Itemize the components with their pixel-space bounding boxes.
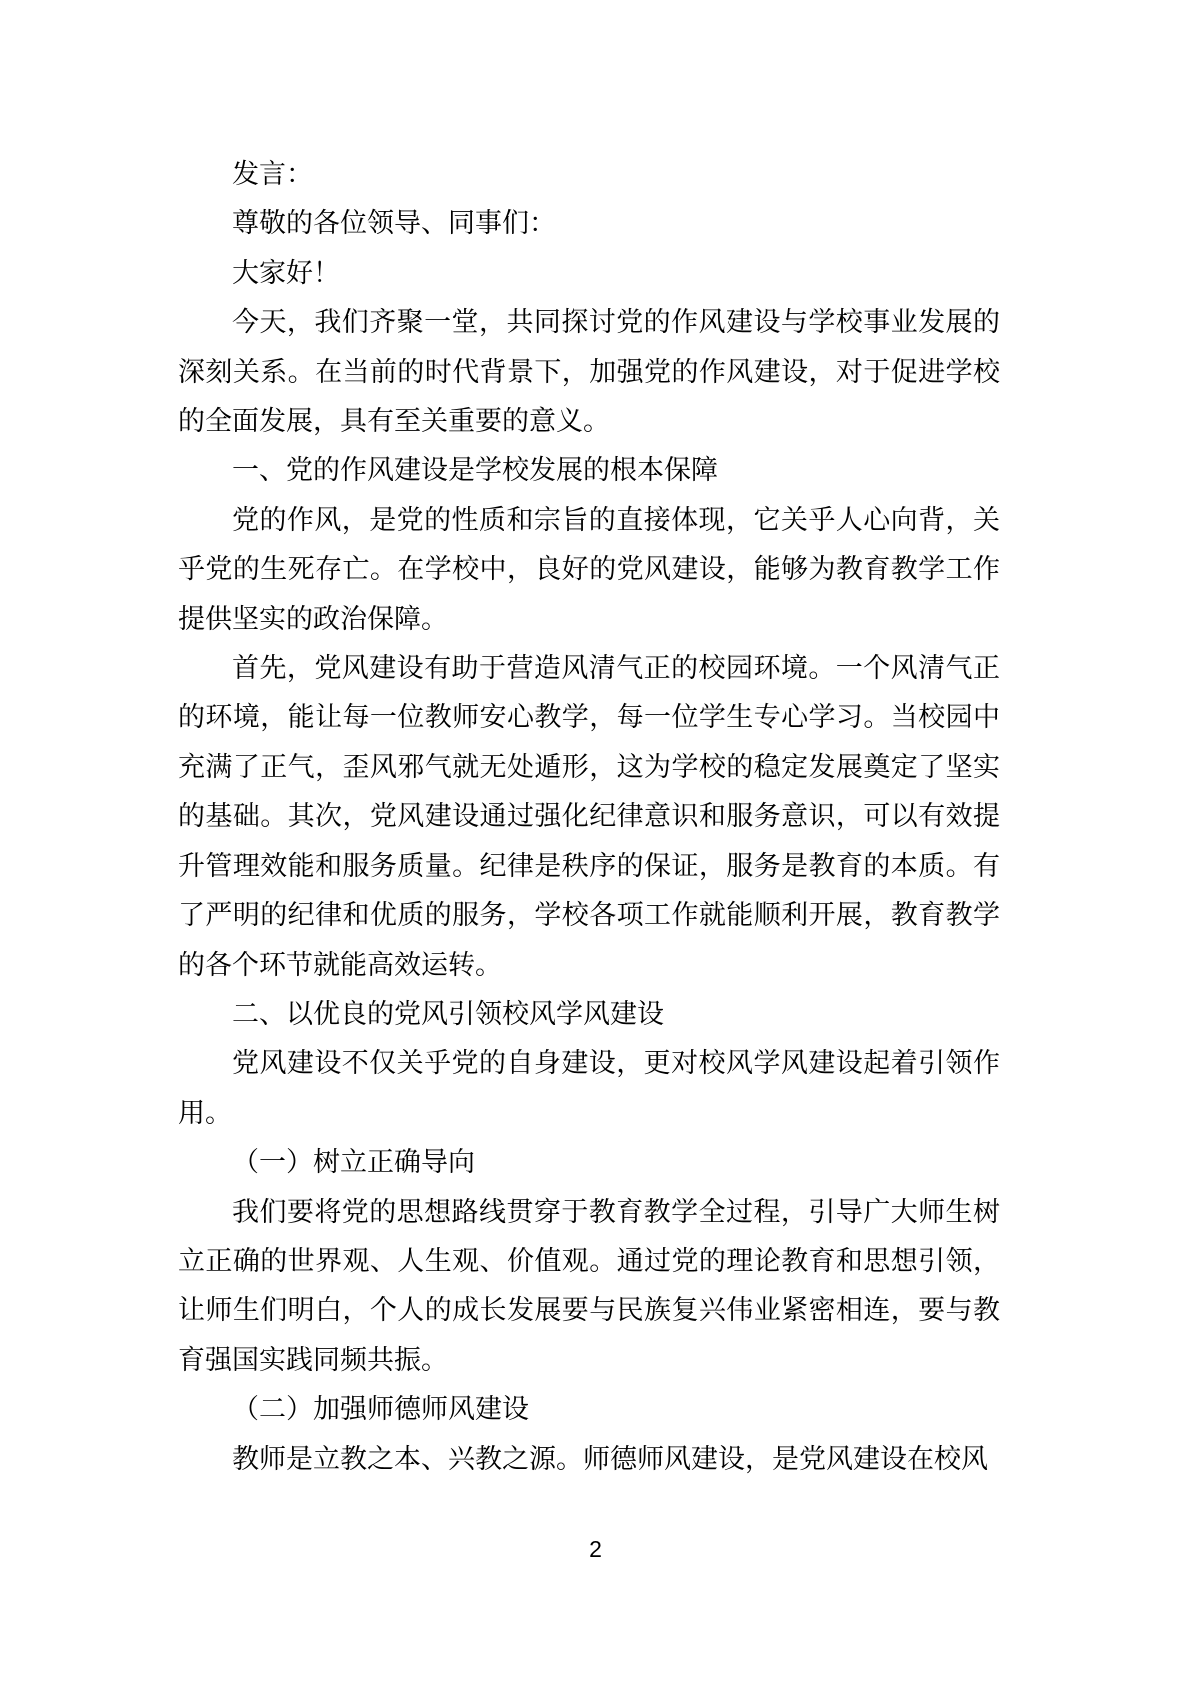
body-paragraph: 我们要将党的思想路线贯穿于教育教学全过程，引导广大师生树立正确的世界观、人生观、价值观。通过党的理论教育和思想引领，让师生们明白，个人的成长发展要与民族复兴伟业紧密相连，要与教育强国实践同频共振。 [178, 1196, 1000, 1375]
body-paragraph: 发言： [232, 159, 313, 189]
document-body [178, 150, 1000, 1484]
section-heading: 一、党的作风建设是学校发展的根本保障 [232, 455, 718, 486]
subsection-heading: （二）加强师德师风建设 [232, 1394, 529, 1425]
body-paragraph: 大家好！ [232, 257, 340, 288]
subsection-heading: （一）树立正确导向 [232, 1147, 475, 1178]
page-number: 2 [589, 1536, 602, 1562]
body-paragraph: 教师是立教之本、兴教之源。师德师风建设，是党风建设在校风 [232, 1443, 988, 1474]
body-paragraph: 党风建设不仅关乎党的自身建设，更对校风学风建设起着引领作用。 [178, 1048, 1000, 1128]
body-paragraph: 党的作风，是党的性质和宗旨的直接体现，它关乎人心向背，关乎党的生死存亡。在学校中，良好的党风建设，能够为教育教学工作提供坚实的政治保障。 [178, 504, 1000, 634]
body-paragraph: 首先，党风建设有助于营造风清气正的校园环境。一个风清气正的环境，能让每一位教师安心教学，每一位学生专心学习。当校园中充满了正气，歪风邪气就无处遁形，这为学校的稳定发展奠定了坚实的基础。其次，党风建设通过强化纪律意识和服务意识，可以有效提升管理效能和服务质量。纪律是秩序的保证，服务是教育的本质。有了严明的纪律和优质的服务，学校各项工作就能顺利开展，教育教学的各个环节就能高效运转。 [178, 653, 1000, 980]
body-paragraph: 今天，我们齐聚一堂，共同探讨党的作风建设与学校事业发展的深刻关系。在当前的时代背景下，加强党的作风建设，对于促进学校的全面发展，具有至关重要的意义。 [178, 307, 1000, 437]
section-heading: 二、以优良的党风引领校风学风建设 [232, 998, 664, 1029]
body-paragraph: 尊敬的各位领导、同事们： [232, 208, 556, 239]
